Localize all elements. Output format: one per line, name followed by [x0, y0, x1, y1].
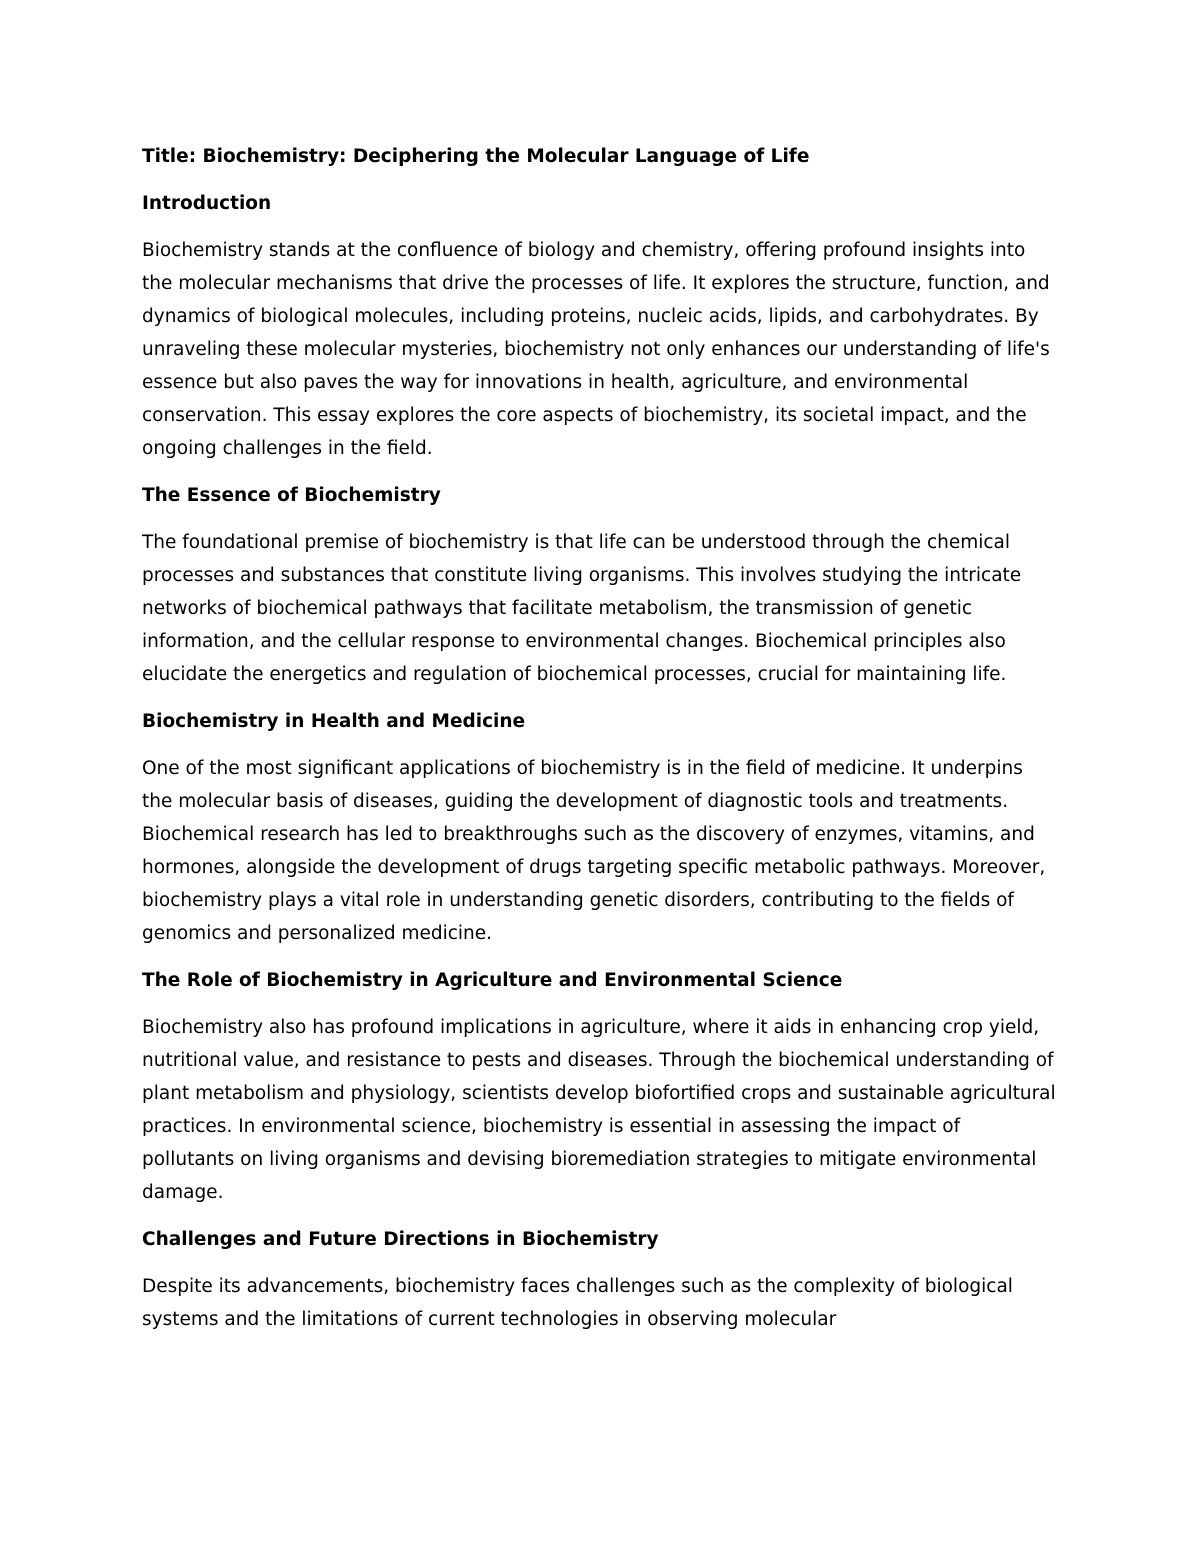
section-heading-agriculture-environment: The Role of Biochemistry in Agriculture and Environmental Science	[142, 970, 843, 991]
section-body-agriculture-environment: Biochemistry also has profound implications in agriculture, where it aids in enhancing crop yield, nutritional value, and resistance to pests and diseases. Through the biochemical understanding of plant metabolism and physiology, scientists develop biofortified crops and sustainable agricultural practices. In environmental science, biochemistry is essential in assessing the impact of pollutants on living organisms and devising bioremediation strategies to mitigate environmental damage.	[142, 1017, 1056, 1203]
section-body-introduction: Biochemistry stands at the confluence of biology and chemistry, offering profound insights into the molecular mechanisms that drive the processes of life. It explores the structure, function, and dynamics of biological molecules, including proteins, nucleic acids, lipids, and carbohydrates. By unraveling these molecular mysteries, biochemistry not only enhances our understanding of life's essence but also paves the way for innovations in health, agriculture, and environmental conservation. This essay explores the core aspects of biochemistry, its societal impact, and the ongoing challenges in the field.	[142, 240, 1050, 459]
section-body-essence: The foundational premise of biochemistry is that life can be understood through the chemical processes and substances that constitute living organisms. This involves studying the intricate networks of biochemical pathways that facilitate metabolism, the transmission of genetic information, and the cellular response to environmental changes. Biochemical principles also elucidate the energetics and regulation of biochemical processes, crucial for maintaining life.	[142, 532, 1022, 685]
document-content	[142, 140, 1057, 1350]
section-heading-health-medicine: Biochemistry in Health and Medicine	[142, 711, 526, 732]
section-heading-introduction: Introduction	[142, 193, 272, 214]
document-title: Title: Biochemistry: Deciphering the Molecular Language of Life	[142, 146, 810, 167]
section-body-challenges: Despite its advancements, biochemistry faces challenges such as the complexity of biological systems and the limitations of current technologies in observing molecular	[142, 1276, 1013, 1330]
section-body-health-medicine: One of the most significant applications of biochemistry is in the field of medicine. It underpins the molecular basis of diseases, guiding the development of diagnostic tools and treatments. Biochemical research has led to breakthroughs such as the discovery of enzymes, vitamins, and hormones, alongside the development of drugs targeting specific metabolic pathways. Moreover, biochemistry plays a vital role in understanding genetic disorders, contributing to the fields of genomics and personalized medicine.	[142, 758, 1046, 944]
section-heading-essence: The Essence of Biochemistry	[142, 485, 441, 506]
section-heading-challenges: Challenges and Future Directions in Biochemistry	[142, 1229, 659, 1250]
